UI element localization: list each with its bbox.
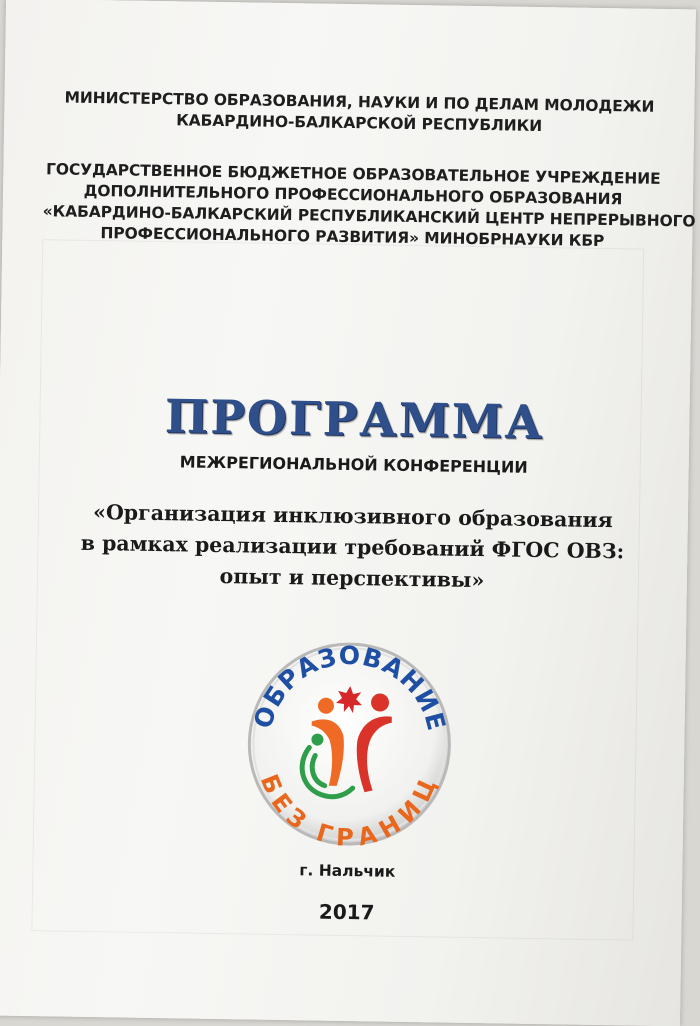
institution-line: «КАБАРДИНО-БАЛКАРСКИЙ РЕСПУБЛИКАНСКИЙ ЦЕНТР НЕПРЕРЫВНОГО [42,202,696,231]
city-label: г. Нальчик [299,861,396,881]
institution-line: ДОПОЛНИТЕЛЬНОГО ПРОФЕССИОНАЛЬНОГО ОБРАЗОВАНИЯ [83,181,623,209]
conference-title-line: опыт и перспективы» [219,564,485,593]
ministry-line: КАБАРДИНО-БАЛКАРСКОЙ РЕСПУБЛИКИ [176,111,543,136]
conference-title-line: «Организация инклюзивного образования [92,500,613,533]
program-title: ПРОГРАММА [164,389,545,450]
institution-heading [42,159,696,253]
ministry-line: МИНИСТЕРСТВО ОБРАЗОВАНИЯ, НАУКИ И ПО ДЕЛАМ МОЛОДЕЖИ [64,88,655,116]
conference-title [37,496,668,599]
conference-title-line: в рамках реализации требований ФГОС ОВЗ: [80,530,625,564]
ministry-heading [64,88,655,139]
institution-line: ГОСУДАРСТВЕННОЕ БЮДЖЕТНОЕ ОБРАЗОВАТЕЛЬНОЕ УЧРЕЖДЕНИЕ [45,160,661,188]
conference-logo [240,634,459,853]
year-label: 2017 [318,899,375,925]
institution-line: ПРОФЕССИОНАЛЬНОГО РАЗВИТИЯ» МИНОБРНАУКИ КБР [100,224,605,251]
conference-type: МЕЖРЕГИОНАЛЬНОЙ КОНФЕРЕНЦИИ [179,452,528,477]
logo-top-text: ОБРАЗОВАНИЕ [247,641,452,735]
logo-emblem [240,634,459,853]
logo-bottom-text: БЕЗ ГРАНИЦ [254,770,443,852]
